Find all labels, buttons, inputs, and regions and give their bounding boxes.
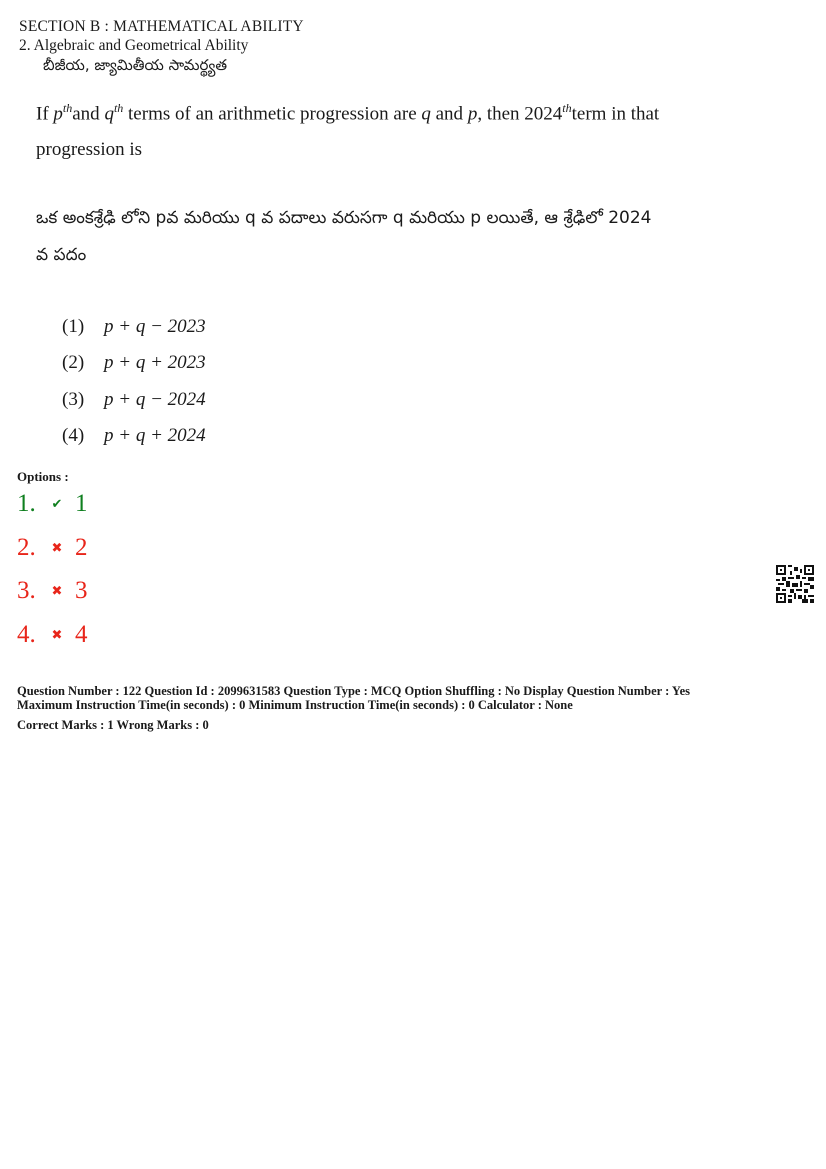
question-fragment: and (72, 103, 105, 125)
choice-expression: p + q + 2023 (104, 352, 206, 373)
question-text-te-line2: వ పదం (36, 245, 87, 265)
superscript: th (62, 101, 73, 115)
option-value: 2 (75, 534, 88, 561)
question-text-en-line2: progression is (36, 139, 143, 160)
check-icon: ✔ (51, 496, 63, 511)
superscript: th (113, 101, 124, 115)
option-value: 4 (75, 621, 88, 648)
option-1 (17, 490, 88, 518)
question-meta-line3: Correct Marks : 1 Wrong Marks : 0 (17, 718, 209, 732)
cross-icon: ✖ (51, 540, 63, 555)
question-text-te-line1: ఒక అంకశ్రేఢి లోని pవ మరియు q వ పదాలు వరుసగా q మరియు p లయితే, ఆ శ్రేఢిలో 2024 (36, 208, 652, 228)
var-p: p (53, 103, 63, 125)
var-p: p (467, 103, 478, 125)
choice-1 (62, 316, 206, 338)
choice-number: (3) (62, 389, 85, 410)
var-q: q (421, 103, 431, 125)
question-fragment: term in that (571, 103, 660, 125)
option-value: 1 (75, 490, 88, 517)
section-title: SECTION B : MATHEMATICAL ABILITY (19, 18, 304, 35)
option-value: 3 (75, 577, 88, 604)
var-q: q (104, 103, 114, 125)
choice-number: (1) (62, 316, 85, 337)
choice-number: (4) (62, 425, 85, 446)
choice-expression: p + q − 2024 (104, 389, 206, 410)
choice-expression: p + q + 2024 (104, 425, 206, 446)
choice-3 (62, 389, 206, 411)
option-4 (17, 621, 88, 649)
subsection-title-telugu: బీజీయ, జ్యామితీయ సామర్థ్యత (43, 56, 228, 74)
option-2 (17, 534, 88, 562)
choice-number: (2) (62, 352, 85, 373)
question-fragment: , then 2024 (477, 103, 563, 125)
question-fragment: terms of an arithmetic progression are (123, 103, 422, 125)
choice-4 (62, 425, 206, 447)
option-index: 1. (17, 490, 36, 517)
cross-icon: ✖ (51, 583, 63, 598)
choice-expression: p + q − 2023 (104, 316, 206, 337)
subsection-title: 2. Algebraic and Geometrical Ability (19, 37, 249, 54)
option-index: 2. (17, 534, 36, 561)
question-fragment: and (430, 103, 468, 125)
question-text-en-line1 (36, 101, 659, 125)
option-index: 4. (17, 621, 36, 648)
choice-2 (62, 352, 206, 374)
question-meta-line1: Question Number : 122 Question Id : 2099631583 Question Type : MCQ Option Shuffling : No Display Question Number : Yes (17, 684, 690, 698)
options-label: Options : (17, 469, 69, 484)
option-index: 3. (17, 577, 36, 604)
superscript: th (562, 101, 572, 115)
option-3 (17, 577, 88, 605)
qr-code-icon (776, 565, 814, 603)
question-fragment: If (36, 103, 54, 125)
cross-icon: ✖ (51, 627, 63, 642)
question-meta-line2: Maximum Instruction Time(in seconds) : 0 Minimum Instruction Time(in seconds) : 0 Calculator : None (17, 698, 573, 712)
